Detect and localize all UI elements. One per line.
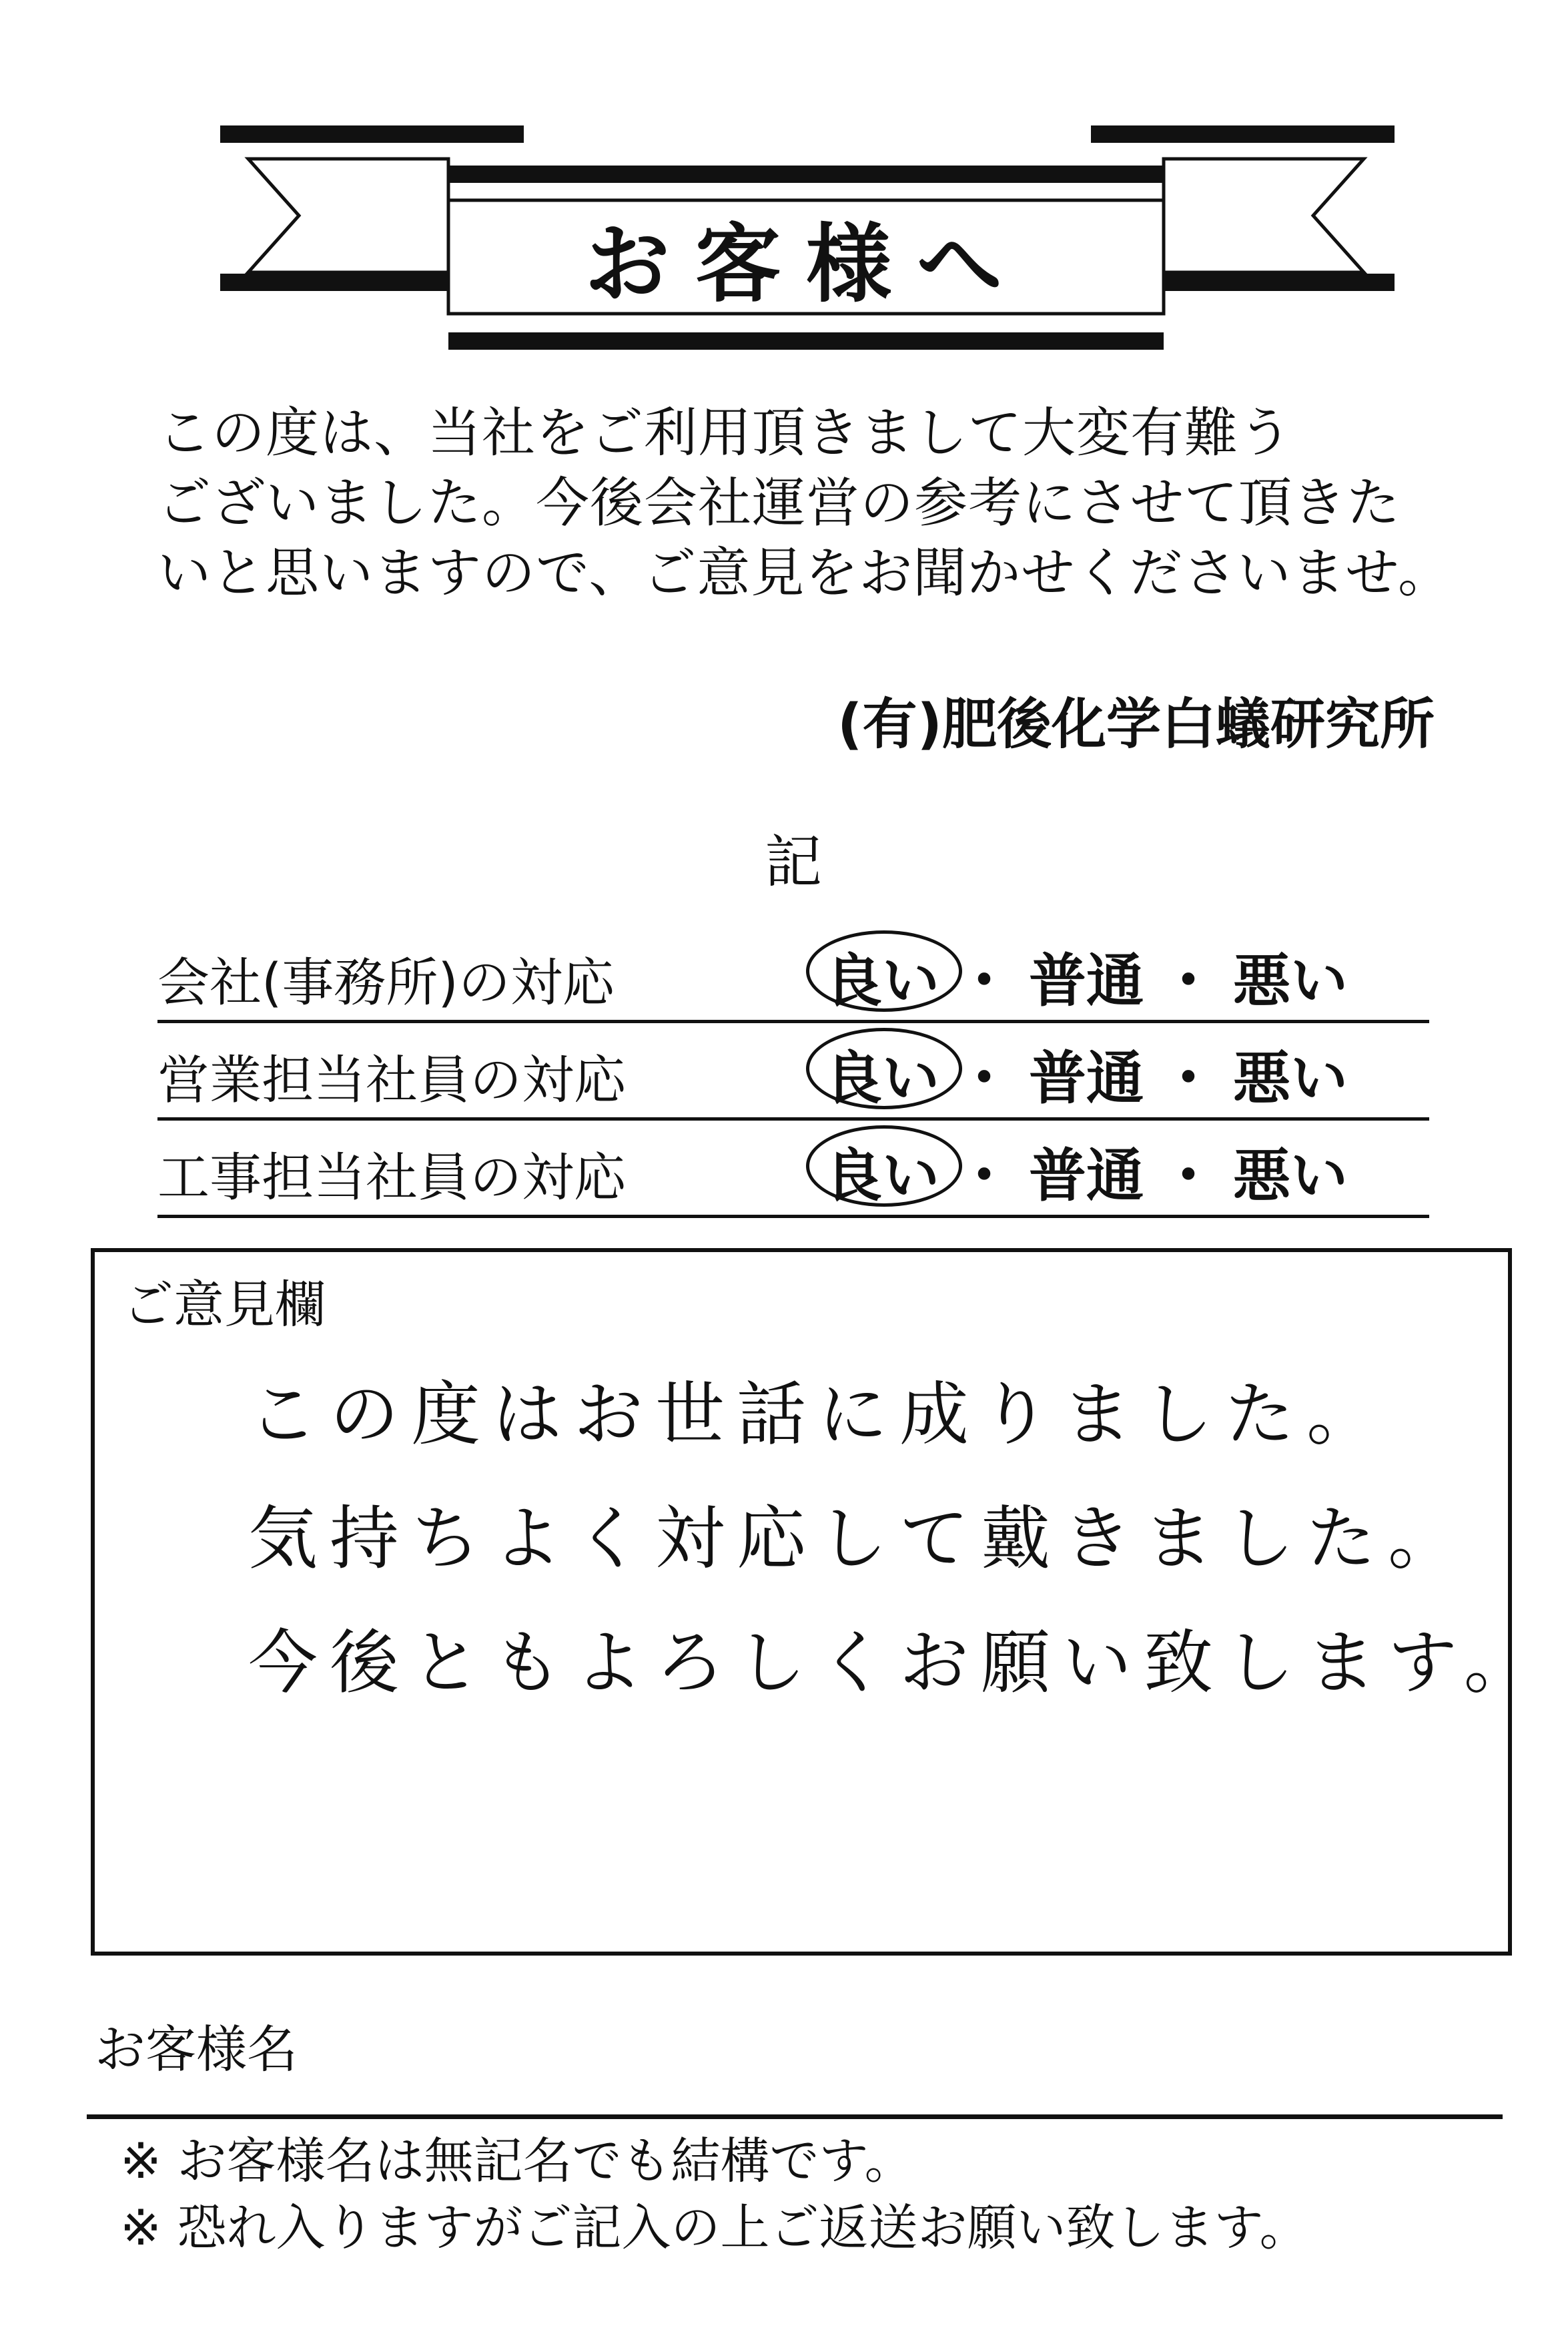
handwritten-line: この度はお世話に成りました。 (248, 1374, 1389, 1455)
rating-options (825, 934, 1348, 1017)
rating-label: 営業担当社員の対応 (157, 1051, 627, 1111)
handwritten-opinion (248, 1352, 1545, 1725)
intro-message (157, 398, 1452, 608)
handwritten-line: 今後ともよろしくお願い致します。 (248, 1622, 1545, 1703)
rating-label: 会社(事務所)の対応 (157, 953, 615, 1013)
rating-option-good[interactable]: 良い (825, 1032, 939, 1115)
customer-name-field[interactable] (87, 2114, 1503, 2119)
opinion-label: ご意見欄 (123, 1275, 326, 1334)
separator: ・ (1160, 948, 1217, 1014)
rating-label: 工事担当社員の対応 (157, 1148, 627, 1208)
intro-line: いと思いますので、ご意見をお聞かせくださいませ。 (157, 542, 1452, 604)
intro-line: ございました。今後会社運営の参考にさせて頂きた (157, 472, 1401, 534)
rating-row-office (157, 922, 1429, 1023)
rating-option-average[interactable]: 普通 (1029, 948, 1144, 1014)
footer-notes (120, 2128, 1309, 2261)
separator: ・ (1160, 1045, 1217, 1112)
company-name: (有)肥後化学白蟻研究所 (837, 693, 1435, 756)
rating-option-bad[interactable]: 悪い (1233, 1143, 1348, 1209)
handwritten-line: 気持ちよく対応して戴きました。 (248, 1498, 1470, 1579)
rating-row-sales (157, 1020, 1429, 1121)
separator: ・ (955, 948, 1013, 1014)
rating-option-good[interactable]: 良い (825, 934, 939, 1017)
rating-option-bad[interactable]: 悪い (1233, 948, 1348, 1014)
rating-option-bad[interactable]: 悪い (1233, 1045, 1348, 1112)
rating-option-good[interactable]: 良い (825, 1129, 939, 1212)
rating-options (825, 1032, 1348, 1115)
rating-row-construction (157, 1117, 1429, 1218)
ki-heading: 記 (765, 829, 822, 896)
separator: ・ (955, 1045, 1013, 1112)
note-line: ※ お客様名は無記名でも結構です。 (120, 2132, 914, 2190)
note-line: ※ 恐れ入りますがご記入の上ご返送お願い致します。 (120, 2199, 1309, 2257)
separator: ・ (1160, 1143, 1217, 1209)
separator: ・ (955, 1143, 1013, 1209)
opinion-box[interactable] (91, 1248, 1545, 1956)
intro-line: この度は、当社をご利用頂きまして大変有難う (157, 402, 1292, 464)
rating-option-average[interactable]: 普通 (1029, 1143, 1144, 1209)
rating-option-average[interactable]: 普通 (1029, 1045, 1144, 1112)
rating-options (825, 1129, 1348, 1212)
customer-name-label: お客様名 (95, 2020, 298, 2079)
page-title: お客様へ (584, 214, 1028, 314)
